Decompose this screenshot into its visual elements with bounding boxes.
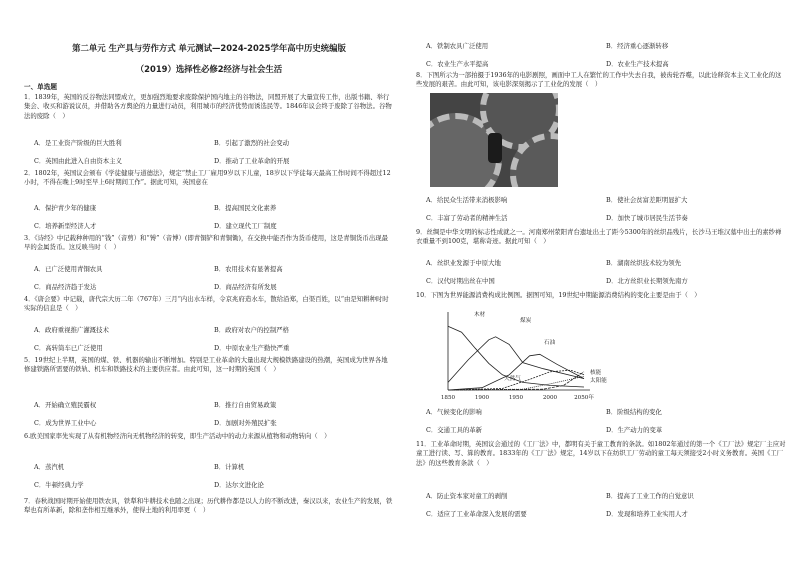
series-label: 太阳能 [590, 378, 607, 384]
movie-still-image [430, 93, 558, 187]
x-tick-label: 1900 [474, 395, 490, 401]
option-c[interactable]: C．丰富了劳动者的精神生活 [426, 214, 508, 223]
option-b[interactable]: B．政府对农户的控制严格 [214, 326, 289, 334]
option-c[interactable]: C．汉代时期出丝在中国 [426, 277, 495, 286]
option-d[interactable]: D．达尔文进化论 [214, 481, 264, 490]
option-a[interactable]: A．是工业资产阶级的巨大胜利 [34, 139, 122, 147]
x-tick-label: 1950 [508, 395, 524, 401]
question-10-options [426, 408, 786, 436]
option-b[interactable]: B．提高了工业工作的自觉意识 [606, 492, 694, 500]
page-subtitle: （2019）选择性必修2经济与社会生活 [135, 64, 283, 74]
series-label: 核能 [590, 370, 602, 376]
question-7: 7．春秋战国时期开始使用铁农具，铁犁和牛耕技术也随之出现；历代耕作都是以人力的不断改进，秦汉以来，农业生产的发展，铁犁也有所革新，除和垄作相互继承外，使得土地的利用率更（ ） [24, 497, 393, 515]
question-4: 4．《唐会要》中记载，唐代宗大历二年（767年）三月“内出水车样，令京兆府造水车，散给沿郑，白渠百姓，以“由是知耕种时时实际的信息是（ ） [24, 295, 389, 313]
option-a[interactable]: A．丝织业发源于中原大地 [426, 259, 501, 267]
option-a[interactable]: A．铁制农具广泛使用 [426, 42, 489, 50]
question-6: 6.欧美国家率先实现了从有机物经济向无机物经济的转变，即生产活动中的动力来源从植物和动物转向（ ） [24, 432, 331, 440]
option-b[interactable]: B．计算机 [214, 463, 245, 471]
option-a[interactable]: A．蒸汽机 [34, 463, 65, 471]
option-d[interactable]: D．北方丝织业长期领先南方 [606, 277, 688, 286]
question-1: 1．1839年，英国的反谷物法同盟成立，更加强烈地要求废除保护国内地主的谷物法，同盟开展了大量宣传工作，出版书籍、举行集会、收买和游说议员，并借助各方舆论的力量进行动员，利用城市的经济优势而诱选民等。1846年议会终于废除了谷物法。谷物法的废除（ ） [24, 93, 392, 120]
question-3: 3．《诗经》中记载种种用的“钱”（音剪）和“镈”（音博）(即青铜铲和青铜锄)，在交换中能否作为货币使用，这是青铜货币出现最早的金属货币。这反映当时（ ） [24, 234, 389, 252]
option-c[interactable]: C．商品经济趋于发达 [34, 283, 97, 292]
option-d[interactable]: D．建立现代工厂制度 [214, 222, 277, 231]
option-d[interactable]: D．发现和培养工业实用人才 [606, 510, 688, 519]
option-a[interactable]: A．已广泛使用青铜农具 [34, 265, 103, 273]
option-b[interactable]: B．阶级结构的变化 [606, 408, 662, 416]
option-d[interactable]: D．生产动力的变革 [606, 426, 663, 435]
series-label: 石油 [544, 340, 556, 346]
question-2: 2．1802年，英国议会颁布《学徒健康与道德法》，规定“禁止工厂雇用9岁以下儿童，18岁以下学徒每天最高工作时间不得超过12小时，不得在晚上9时至早上6时期间工作”。据此可知，英国意在 [24, 169, 391, 187]
option-b[interactable]: B．农用技术有显著提高 [214, 265, 283, 273]
question-2-options [34, 204, 394, 232]
option-b[interactable]: B．提高国民文化素养 [214, 204, 277, 212]
question-7-options [426, 42, 786, 70]
question-8: 8．下图所示为一部拍摄于1936年的电影剧照，画面中工人在繁忙的工作中失去自我，被齿轮吞噬，以此诠释资本主义工业化的这些发展的艰苦。由此可知，该电影深刻揭示了工业化的发展（ ） [416, 71, 782, 89]
question-11: 11．工业革命时期，英国议会通过的《工厂法》中，都明有关于童工教育的条款。如1802年通过的第一个《工厂法》规定厂主应对童工进行读、写、算的教育。1833年的《工厂法》规定，14岁以下在纺织工厂劳动的童工每天须接受2小时义务教育。英国《工厂法》的这些教育条款（ ） [416, 440, 786, 467]
option-a[interactable]: A．给民众生活带来消极影响 [426, 196, 508, 204]
option-b[interactable]: B．使社会贫富差距明显扩大 [606, 196, 688, 204]
option-d[interactable]: D．农业生产技术提高 [606, 60, 669, 69]
option-b[interactable]: B．经济重心逐渐转移 [606, 42, 669, 50]
option-c[interactable]: C．高转筒车已广泛使用 [34, 344, 103, 353]
x-tick-label: 2000 [542, 395, 558, 401]
option-b[interactable]: B．引起了激烈的社会变动 [214, 139, 289, 147]
option-a[interactable]: A．气候变化的影响 [426, 408, 482, 416]
question-9-options [426, 259, 786, 287]
series-label: 天然气 [504, 376, 521, 382]
question-10: 10．下图为世界能源消费构成比例图。据图可知，19世纪中期能源消费结构的变化主要是由于（ ） [416, 291, 701, 299]
page-title: 第二单元 生产具与劳作方式 单元测试—2024-2025学年高中历史统编版 [72, 43, 346, 53]
question-5-options [34, 401, 394, 429]
question-6-options [34, 463, 394, 491]
option-c[interactable]: C．适应了工业革命深入发展的需要 [426, 510, 527, 519]
option-b[interactable]: B．推行自由贸易政策 [214, 401, 277, 409]
worker-figure [488, 133, 502, 163]
series-label: 木材 [474, 312, 486, 318]
option-d[interactable]: D．加快了城市居民生活节奏 [606, 214, 688, 223]
question-9: 9．丝绸是中华文明的标志性成就之一。河南郑州荥阳青台遗址出土了距今5300年的丝织品残片，长沙马王堆汉墓中出土的素纱禅衣重量不到100克，堪称奇迹。据此可知（ ） [416, 228, 782, 246]
question-11-options [426, 492, 786, 520]
question-3-options [34, 265, 394, 293]
question-1-options [34, 139, 394, 167]
option-a[interactable]: A．保护青少年的健康 [34, 204, 97, 212]
option-c[interactable]: C．培养新型经济人才 [34, 222, 97, 231]
question-8-options [426, 196, 786, 224]
question-4-options [34, 326, 394, 354]
option-c[interactable]: C．成为世界工业中心 [34, 419, 97, 428]
series-label: 煤炭 [520, 318, 532, 324]
question-5: 5．19世纪上半期，英国的煤、铁、机器的输出不断增加。特别是工业革命的大量出现大规模铁路建设的热潮，英国成为世界各地修建铁路所需要的铁轨、机车和铁路技术的主要供应者。由此可知，这一时期的英国（ ） [24, 356, 388, 374]
x-tick-label: 2050年 [574, 395, 594, 401]
option-c[interactable]: C．牛顿经典力学 [34, 481, 84, 490]
option-d[interactable]: D．加剧对外殖民扩张 [214, 419, 277, 428]
option-d[interactable]: D．商品经济有所发展 [214, 283, 277, 292]
section-heading: 一、单选题 [24, 83, 57, 91]
option-a[interactable]: A．防止资本家对童工的剥削 [426, 492, 508, 500]
option-a[interactable]: A．开始确立殖民霸权 [34, 401, 97, 409]
option-c[interactable]: C．英国由此进入自由资本主义 [34, 157, 122, 166]
energy-consumption-chart [434, 308, 614, 404]
option-c[interactable]: C．农业生产水平提高 [426, 60, 489, 69]
option-a[interactable]: A．政府重视推广灌溉技术 [34, 326, 109, 334]
option-d[interactable]: D．推动了工业革命的开展 [214, 157, 290, 166]
option-c[interactable]: C．交通工具的革新 [426, 426, 483, 435]
option-d[interactable]: D．中原农业生产勤快严重 [214, 344, 290, 353]
x-tick-label: 1850 [440, 395, 456, 401]
option-b[interactable]: B．湖南丝织技术较为领先 [606, 259, 681, 267]
